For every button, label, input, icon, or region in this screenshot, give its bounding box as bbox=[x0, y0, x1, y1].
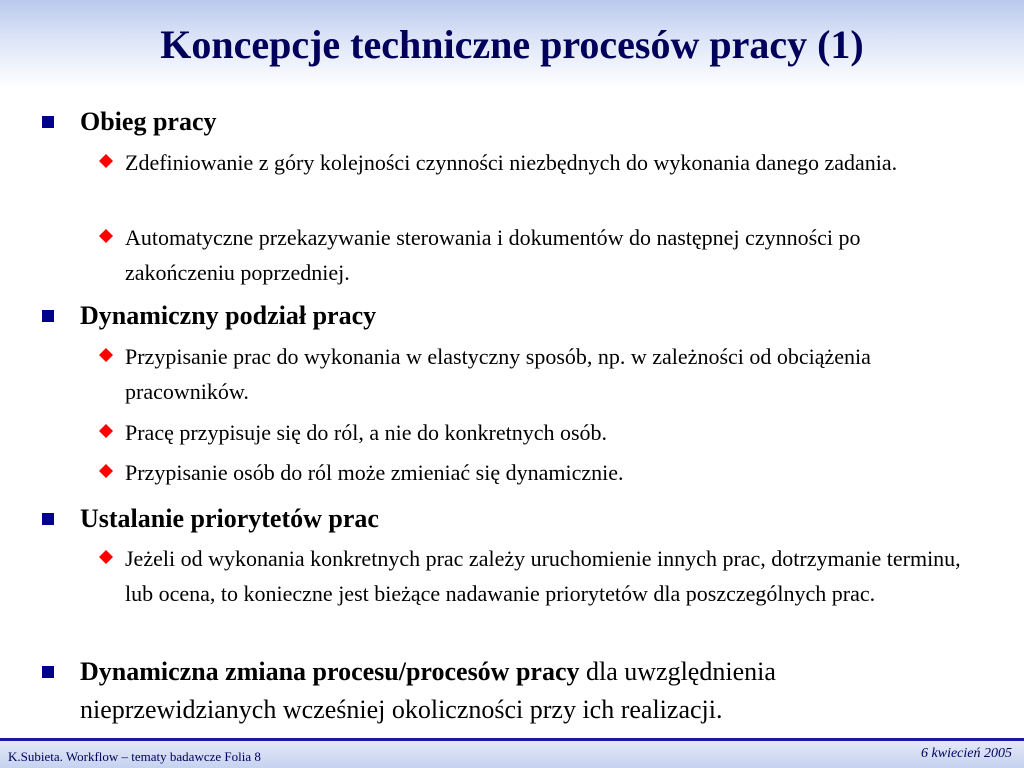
slide-title: Koncepcje techniczne procesów pracy (1) bbox=[160, 22, 864, 67]
footer-left-text: K.Subieta. Workflow – tematy badawcze Folia 8 bbox=[8, 749, 261, 764]
section-heading bbox=[80, 653, 940, 729]
list-item: Jeżeli od wykonania konkretnych prac zależy uruchomienie innych prac, dotrzymanie terminu, lub ocena, to konieczne jest bieżące nadawanie priorytetów dla poszczególnych prac. bbox=[125, 546, 961, 606]
diamond-bullet-icon bbox=[99, 424, 113, 438]
section-heading: Obieg pracy bbox=[80, 107, 217, 136]
list-item: Przypisanie osób do ról może zmieniać się dynamicznie. bbox=[125, 460, 624, 485]
diamond-bullet-icon bbox=[99, 464, 113, 478]
square-bullet-icon bbox=[42, 513, 54, 525]
list-item: Zdefiniowanie z góry kolejności czynności niezbędnych do wykonania danego zadania. bbox=[125, 150, 898, 175]
diamond-bullet-icon bbox=[99, 348, 113, 362]
square-bullet-icon bbox=[42, 666, 54, 678]
square-bullet-icon bbox=[42, 310, 54, 322]
section-heading: Ustalanie priorytetów prac bbox=[80, 504, 379, 533]
list-item: Przypisanie prac do wykonania w elastyczny sposób, np. w zależności od obciążenia pracowników. bbox=[125, 344, 871, 404]
footer-date: 6 kwiecień 2005 bbox=[921, 746, 1012, 761]
footer-bar bbox=[0, 741, 1024, 768]
list-item: Pracę przypisuje się do ról, a nie do konkretnych osób. bbox=[125, 420, 608, 445]
list-item: Automatyczne przekazywanie sterowania i dokumentów do następnej czynności po zakończeniu poprzedniej. bbox=[125, 225, 861, 285]
section-heading: Dynamiczny podział pracy bbox=[80, 301, 377, 330]
diamond-bullet-icon bbox=[99, 229, 113, 243]
section-heading-rest: dla uwzględnienia nieprzewidzianych wcześniej okoliczności przy ich realizacji. bbox=[80, 657, 776, 724]
diamond-bullet-icon bbox=[99, 550, 113, 564]
square-bullet-icon bbox=[42, 116, 54, 128]
diamond-bullet-icon bbox=[99, 154, 113, 168]
section-heading-bold: Dynamiczna zmiana procesu/procesów pracy bbox=[80, 657, 580, 686]
